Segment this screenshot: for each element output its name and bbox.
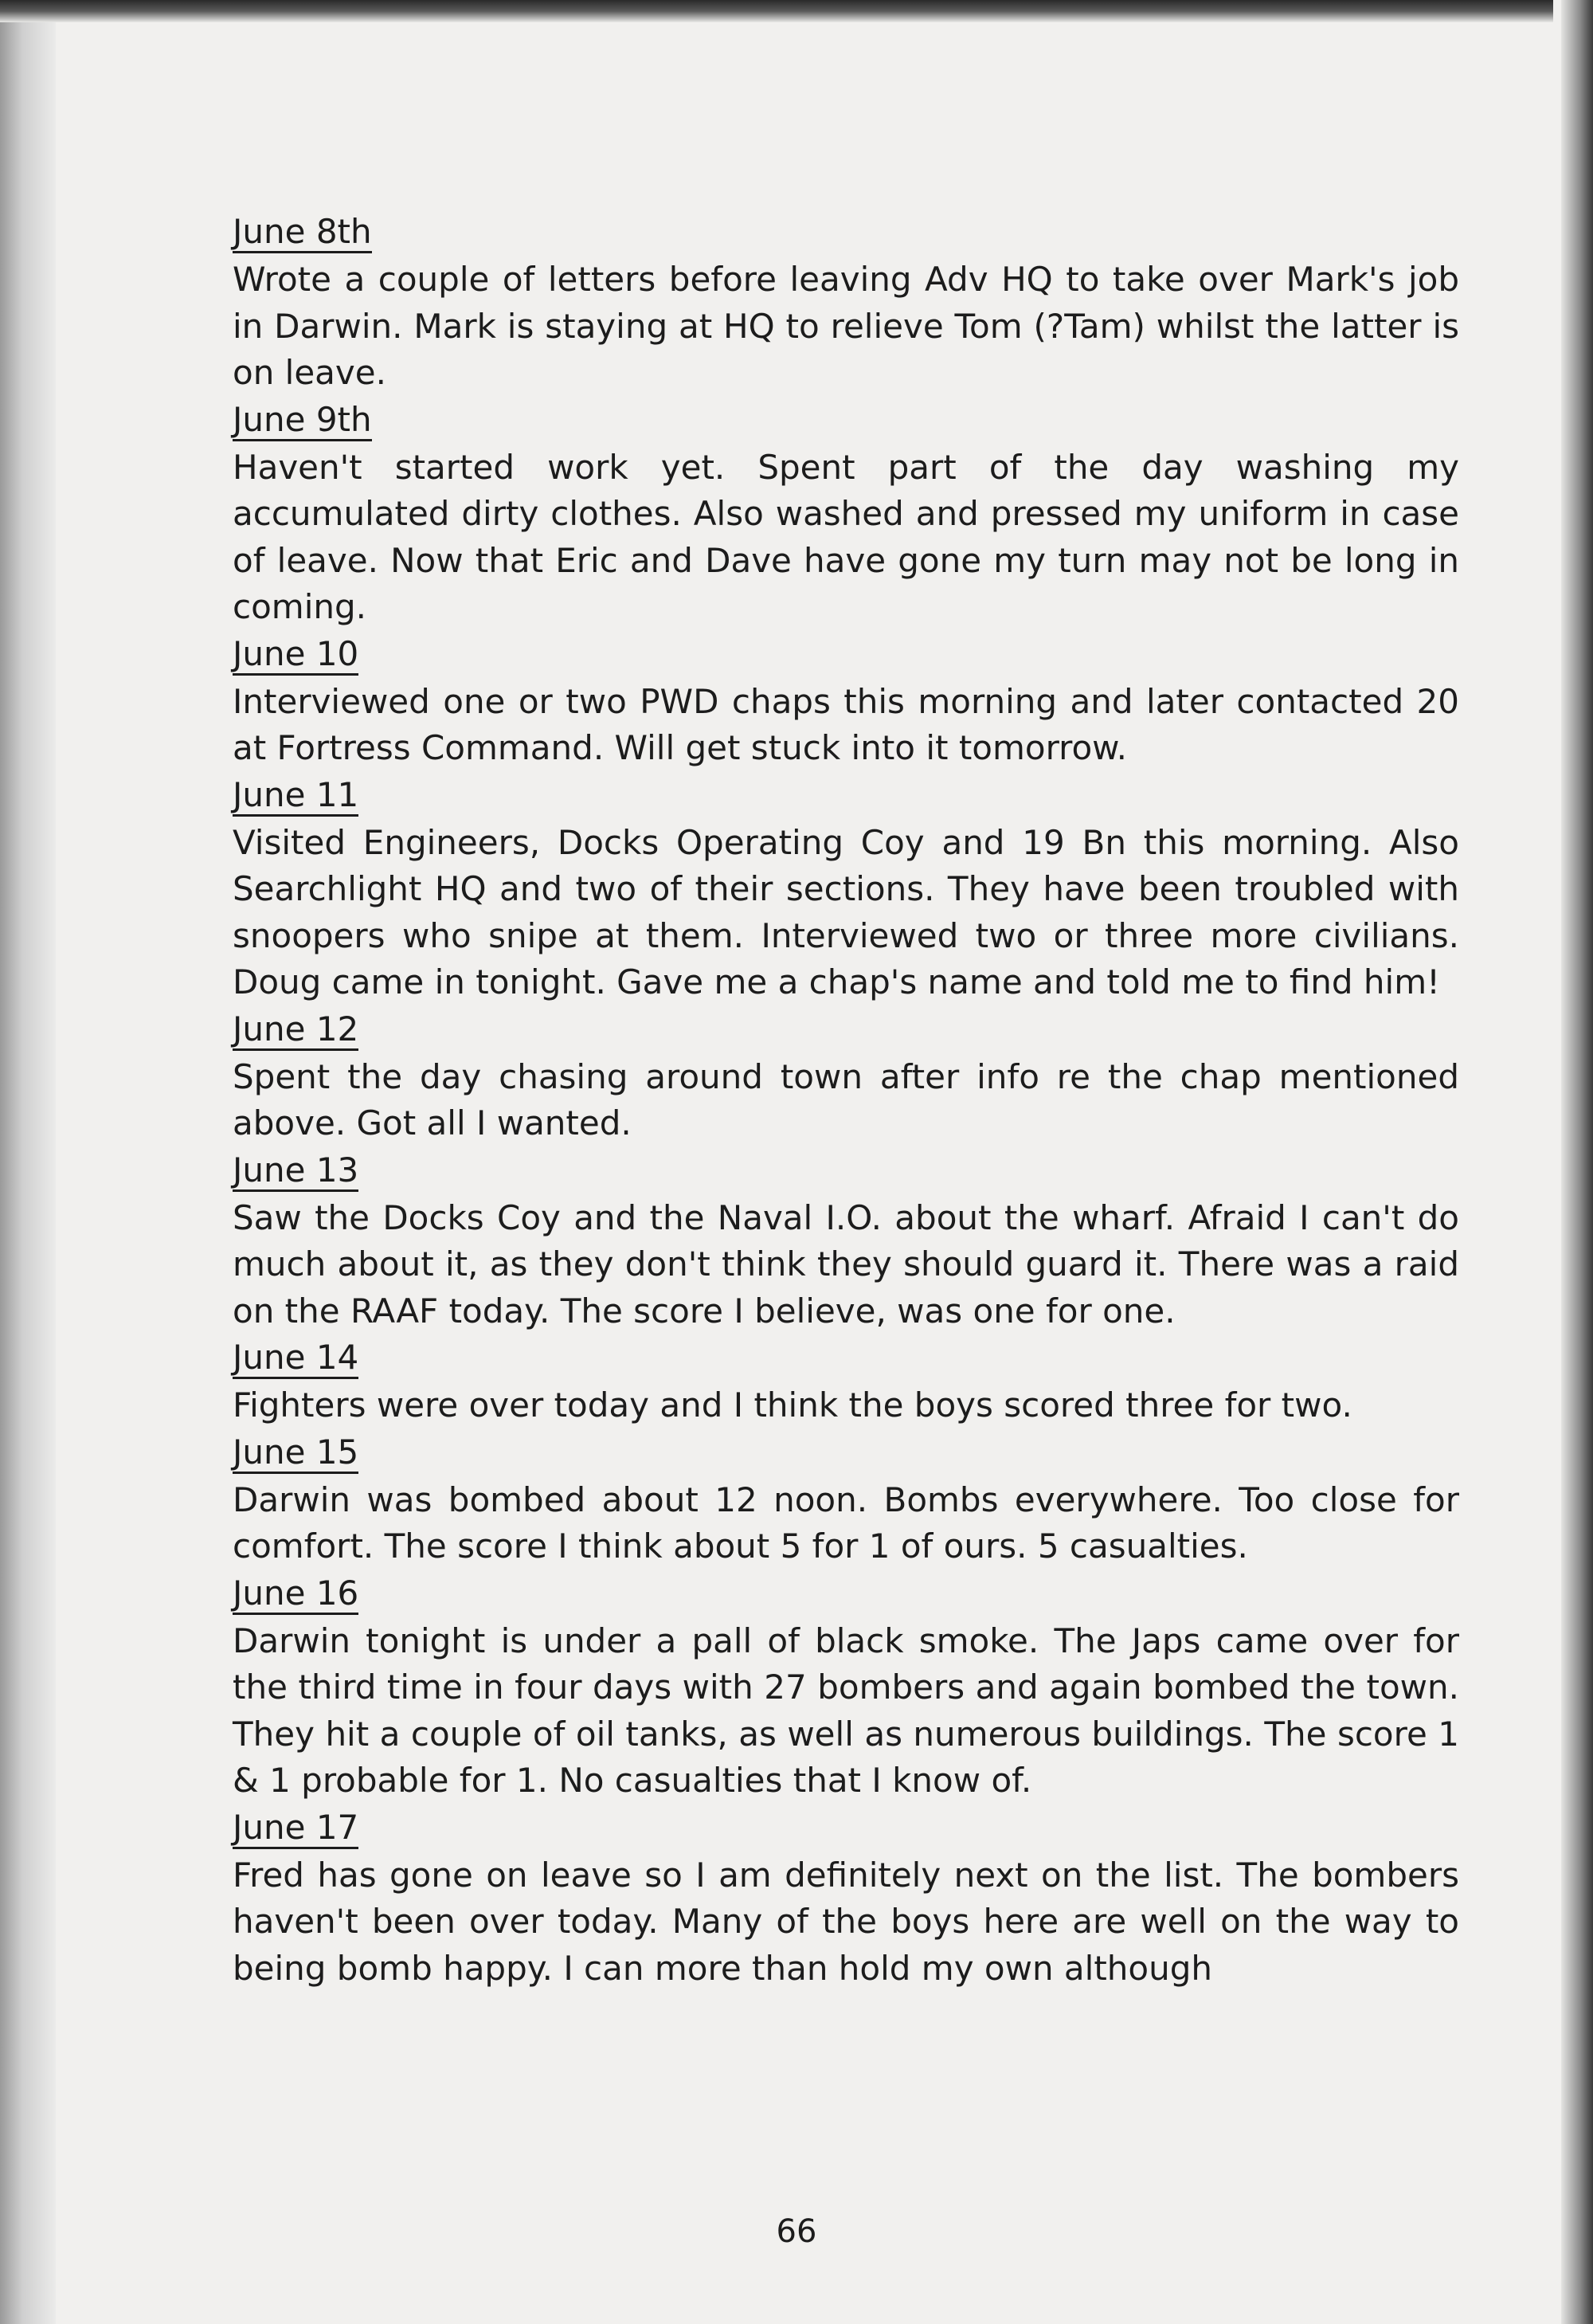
entry-date: June 11 [233,776,358,817]
entry-date: June 17 [233,1809,358,1849]
entry-text: Darwin was bombed about 12 noon. Bombs everywhere. Too close for comfort. The score I think about 5 for 1 of ours. 5 casualties. [233,1479,1459,1566]
diary-entry-june-16 [233,1570,1459,1805]
diary-entry-june-11 [233,772,1459,1006]
diary-page [233,209,1459,1992]
entry-text: Spent the day chasing around town after info re the chap mentioned above. Got all I wanted. [233,1056,1459,1142]
entry-date: June 14 [233,1338,358,1379]
diary-entry-june-14 [233,1334,1459,1429]
diary-entry-june-13 [233,1147,1459,1335]
entry-date: June 8th [233,213,372,253]
diary-entry-june-8 [233,209,1459,397]
entry-text: Fred has gone on leave so I am definitely next on the list. The bombers haven't been over today. Many of the boys here are well on the way to being bomb happy. I can more than hold my own although [233,1855,1459,1988]
page-top-edge [0,0,1553,22]
diary-entry-june-10 [233,631,1459,772]
entry-date: June 12 [233,1010,358,1051]
diary-entry-june-12 [233,1006,1459,1147]
entry-date: June 16 [233,1574,358,1615]
diary-entry-june-9 [233,397,1459,631]
entry-text: Wrote a couple of letters before leaving Adv HQ to take over Mark's job in Darwin. Mark is staying at HQ to relieve Tom (?Tam) whilst the latter is on leave. [233,260,1459,392]
entry-text: Darwin tonight is under a pall of black smoke. The Japs came over for the third time in four days with 27 bombers and again bombed the town. They hit a couple of oil tanks, as well as numerous buildings. The score 1 & 1 probable for 1. No casualties that I know of. [233,1621,1459,1800]
diary-entry-june-15 [233,1429,1459,1570]
entry-text: Haven't started work yet. Spent part of the day washing my accumulated dirty clothes. Also washed and pressed my uniform in case of leave. Now that Eric and Dave have gone my turn may not be long in coming. [233,447,1459,626]
entry-date: June 9th [233,401,372,441]
entry-text: Saw the Docks Coy and the Naval I.O. about the wharf. Afraid I can't do much about it, as they don't think they should guard it. There was a raid on the RAAF today. The score I believe, was one for one. [233,1197,1459,1331]
page-right-edge [1561,0,1593,2324]
entry-text: Fighters were over today and I think the boys scored three for two. [233,1385,1352,1425]
entry-date: June 13 [233,1151,358,1192]
entry-text: Visited Engineers, Docks Operating Coy and 19 Bn this morning. Also Searchlight HQ and two of their sections. They have been troubled with snoopers who snipe at them. Interviewed two or three more civilians. Doug came in tonight. Gave me a chap's name and told me to find him! [233,822,1459,1001]
entry-text: Interviewed one or two PWD chaps this morning and later contacted 20 at Fortress Command. Will get stuck into it tomorrow. [233,681,1459,767]
book-spine-shadow [0,0,56,2324]
entry-date: June 15 [233,1433,358,1474]
diary-entry-june-17 [233,1805,1459,1993]
entry-date: June 10 [233,635,358,676]
page-number: 66 [776,2213,817,2250]
